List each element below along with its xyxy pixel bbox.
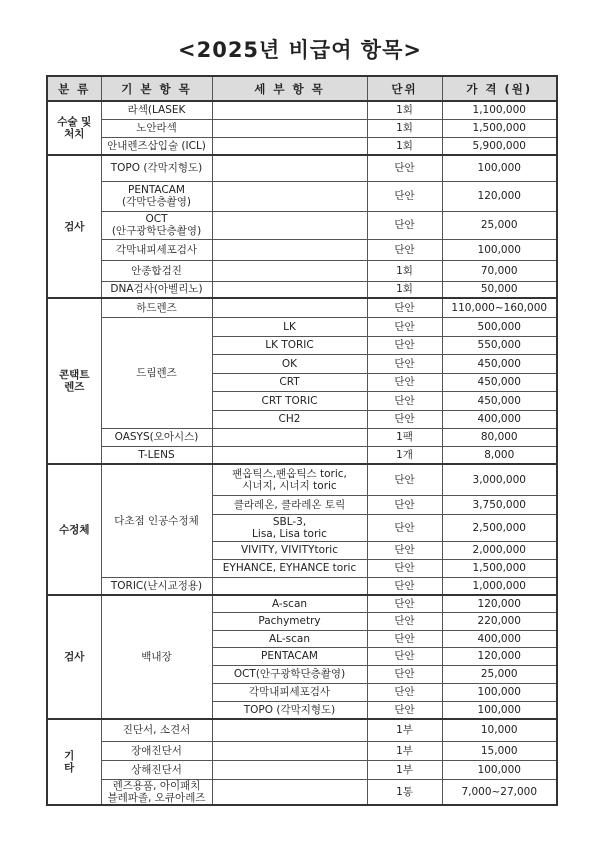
table-row [47,181,557,211]
unit-cell: 1부 [367,741,442,760]
price-cell: 1,500,000 [442,119,557,137]
detail-item-cell: SBL-3, Lisa, Lisa toric [212,514,367,541]
detail-item-cell [212,211,367,239]
base-item-cell: 하드렌즈 [101,298,212,317]
unit-cell: 단안 [367,595,442,612]
price-cell: 80,000 [442,428,557,446]
unit-cell: 단안 [367,410,442,428]
category-cell: 수술 및 처치 [47,101,101,155]
category-cell: 콘택트 렌즈 [47,298,101,464]
price-cell: 450,000 [442,354,557,373]
table-header-row [47,76,557,101]
base-item-cell: 다초점 인공수정체 [101,464,212,577]
price-cell: 25,000 [442,211,557,239]
unit-cell: 단안 [367,514,442,541]
base-item-cell: TOPO (각막지형도) [101,155,212,181]
unit-cell: 단안 [367,317,442,336]
table-row [47,137,557,155]
unit-cell: 단안 [367,541,442,559]
table-row [47,719,557,741]
detail-item-cell [212,119,367,137]
unit-cell: 1회 [367,260,442,281]
price-cell: 2,000,000 [442,541,557,559]
category-cell: 검사 [47,155,101,298]
detail-item-cell: 클라레온, 클라레온 토릭 [212,495,367,514]
detail-item-cell: OCT(안구광학단층촬영) [212,665,367,683]
detail-item-cell: 팬옵틱스,팬옵틱스 toric, 시너지, 시너지 toric [212,464,367,495]
detail-item-cell: PENTACAM [212,647,367,665]
price-cell: 450,000 [442,391,557,410]
base-item-cell: 드림렌즈 [101,317,212,428]
price-cell: 8,000 [442,446,557,464]
unit-cell: 단안 [367,683,442,701]
detail-item-cell [212,446,367,464]
table-row [47,428,557,446]
base-item-cell: 장애진단서 [101,741,212,760]
unit-cell: 단안 [367,612,442,630]
unit-cell: 단안 [367,354,442,373]
price-cell: 3,000,000 [442,464,557,495]
detail-item-cell: CRT [212,373,367,391]
base-item-cell: OCT (안구광학단층촬영) [101,211,212,239]
price-cell: 400,000 [442,410,557,428]
table-row [47,101,557,119]
detail-item-cell: AL-scan [212,630,367,647]
detail-item-cell: CH2 [212,410,367,428]
unit-cell: 1회 [367,281,442,298]
unit-cell: 단안 [367,336,442,354]
price-cell: 15,000 [442,741,557,760]
price-cell: 3,750,000 [442,495,557,514]
fee-table [46,75,558,806]
category-cell: 수정체 [47,464,101,595]
table-row [47,119,557,137]
price-cell: 400,000 [442,630,557,647]
price-cell: 450,000 [442,373,557,391]
base-item-cell: 백내장 [101,595,212,719]
detail-item-cell [212,239,367,260]
unit-cell: 1회 [367,119,442,137]
unit-cell: 단안 [367,391,442,410]
unit-cell: 단안 [367,155,442,181]
unit-cell: 단안 [367,298,442,317]
detail-item-cell [212,281,367,298]
detail-item-cell: OK [212,354,367,373]
table-row [47,464,557,495]
unit-cell: 단안 [367,665,442,683]
detail-item-cell [212,760,367,779]
header-base-item: 기 본 항 목 [101,76,212,101]
base-item-cell: 노안라섹 [101,119,212,137]
table-row [47,155,557,181]
table-row [47,446,557,464]
price-cell: 10,000 [442,719,557,741]
base-item-cell: DNA검사(아벨리노) [101,281,212,298]
unit-cell: 단안 [367,495,442,514]
price-cell: 7,000~27,000 [442,779,557,805]
detail-item-cell [212,260,367,281]
unit-cell: 1개 [367,446,442,464]
base-item-cell: 렌즈용품, 아이패치 블레파졸, 오큐아레즈 [101,779,212,805]
price-cell: 100,000 [442,683,557,701]
base-item-cell: 안종합검진 [101,260,212,281]
detail-item-cell: VIVITY, VIVITYtoric [212,541,367,559]
detail-item-cell: EYHANCE, EYHANCE toric [212,559,367,577]
unit-cell: 단안 [367,181,442,211]
unit-cell: 단안 [367,647,442,665]
unit-cell: 1통 [367,779,442,805]
base-item-cell: PENTACAM (각막단층촬영) [101,181,212,211]
detail-item-cell [212,298,367,317]
unit-cell: 1부 [367,760,442,779]
price-cell: 1,100,000 [442,101,557,119]
table-row [47,239,557,260]
base-item-cell: 진단서, 소견서 [101,719,212,741]
unit-cell: 단안 [367,464,442,495]
unit-cell: 단안 [367,577,442,595]
unit-cell: 1부 [367,719,442,741]
detail-item-cell: TOPO (각막지형도) [212,701,367,719]
header-unit: 단위 [367,76,442,101]
unit-cell: 1회 [367,101,442,119]
unit-cell: 단안 [367,211,442,239]
detail-item-cell [212,741,367,760]
detail-item-cell [212,101,367,119]
unit-cell: 1회 [367,137,442,155]
detail-item-cell [212,428,367,446]
price-cell: 550,000 [442,336,557,354]
header-category: 분 류 [47,76,101,101]
price-cell: 500,000 [442,317,557,336]
base-item-cell: 안내렌즈삽입술 (ICL) [101,137,212,155]
category-cell: 검사 [47,595,101,719]
table-row [47,779,557,805]
detail-item-cell [212,137,367,155]
table-row [47,298,557,317]
base-item-cell: 상해진단서 [101,760,212,779]
table-row [47,741,557,760]
detail-item-cell [212,155,367,181]
detail-item-cell [212,577,367,595]
table-row [47,281,557,298]
table-row [47,211,557,239]
table-row [47,577,557,595]
detail-item-cell [212,181,367,211]
price-cell: 220,000 [442,612,557,630]
header-price: 가 격 (원) [442,76,557,101]
unit-cell: 1팩 [367,428,442,446]
price-cell: 100,000 [442,701,557,719]
price-cell: 120,000 [442,181,557,211]
price-cell: 120,000 [442,647,557,665]
price-cell: 70,000 [442,260,557,281]
base-item-cell: OASYS(오아시스) [101,428,212,446]
detail-item-cell: CRT TORIC [212,391,367,410]
price-cell: 2,500,000 [442,514,557,541]
detail-item-cell: Pachymetry [212,612,367,630]
price-cell: 100,000 [442,760,557,779]
unit-cell: 단안 [367,373,442,391]
base-item-cell: 각막내피세포검사 [101,239,212,260]
base-item-cell: T-LENS [101,446,212,464]
price-cell: 1,500,000 [442,559,557,577]
page-title: <2025년 비급여 항목> [178,38,422,62]
price-cell: 1,000,000 [442,577,557,595]
unit-cell: 단안 [367,630,442,647]
detail-item-cell: LK TORIC [212,336,367,354]
table-row [47,760,557,779]
base-item-cell: TORIC(난시교정용) [101,577,212,595]
detail-item-cell [212,719,367,741]
detail-item-cell [212,779,367,805]
detail-item-cell: 각막내피세포검사 [212,683,367,701]
unit-cell: 단안 [367,559,442,577]
price-cell: 110,000~160,000 [442,298,557,317]
detail-item-cell: A-scan [212,595,367,612]
detail-item-cell: LK [212,317,367,336]
price-cell: 120,000 [442,595,557,612]
price-cell: 100,000 [442,155,557,181]
table-row [47,260,557,281]
unit-cell: 단안 [367,239,442,260]
price-cell: 100,000 [442,239,557,260]
price-cell: 25,000 [442,665,557,683]
table-row [47,317,557,336]
table-row [47,595,557,612]
price-cell: 50,000 [442,281,557,298]
header-detail-item: 세 부 항 목 [212,76,367,101]
base-item-cell: 라섹(LASEK [101,101,212,119]
unit-cell: 단안 [367,701,442,719]
category-cell: 기 타 [47,719,101,805]
price-cell: 5,900,000 [442,137,557,155]
